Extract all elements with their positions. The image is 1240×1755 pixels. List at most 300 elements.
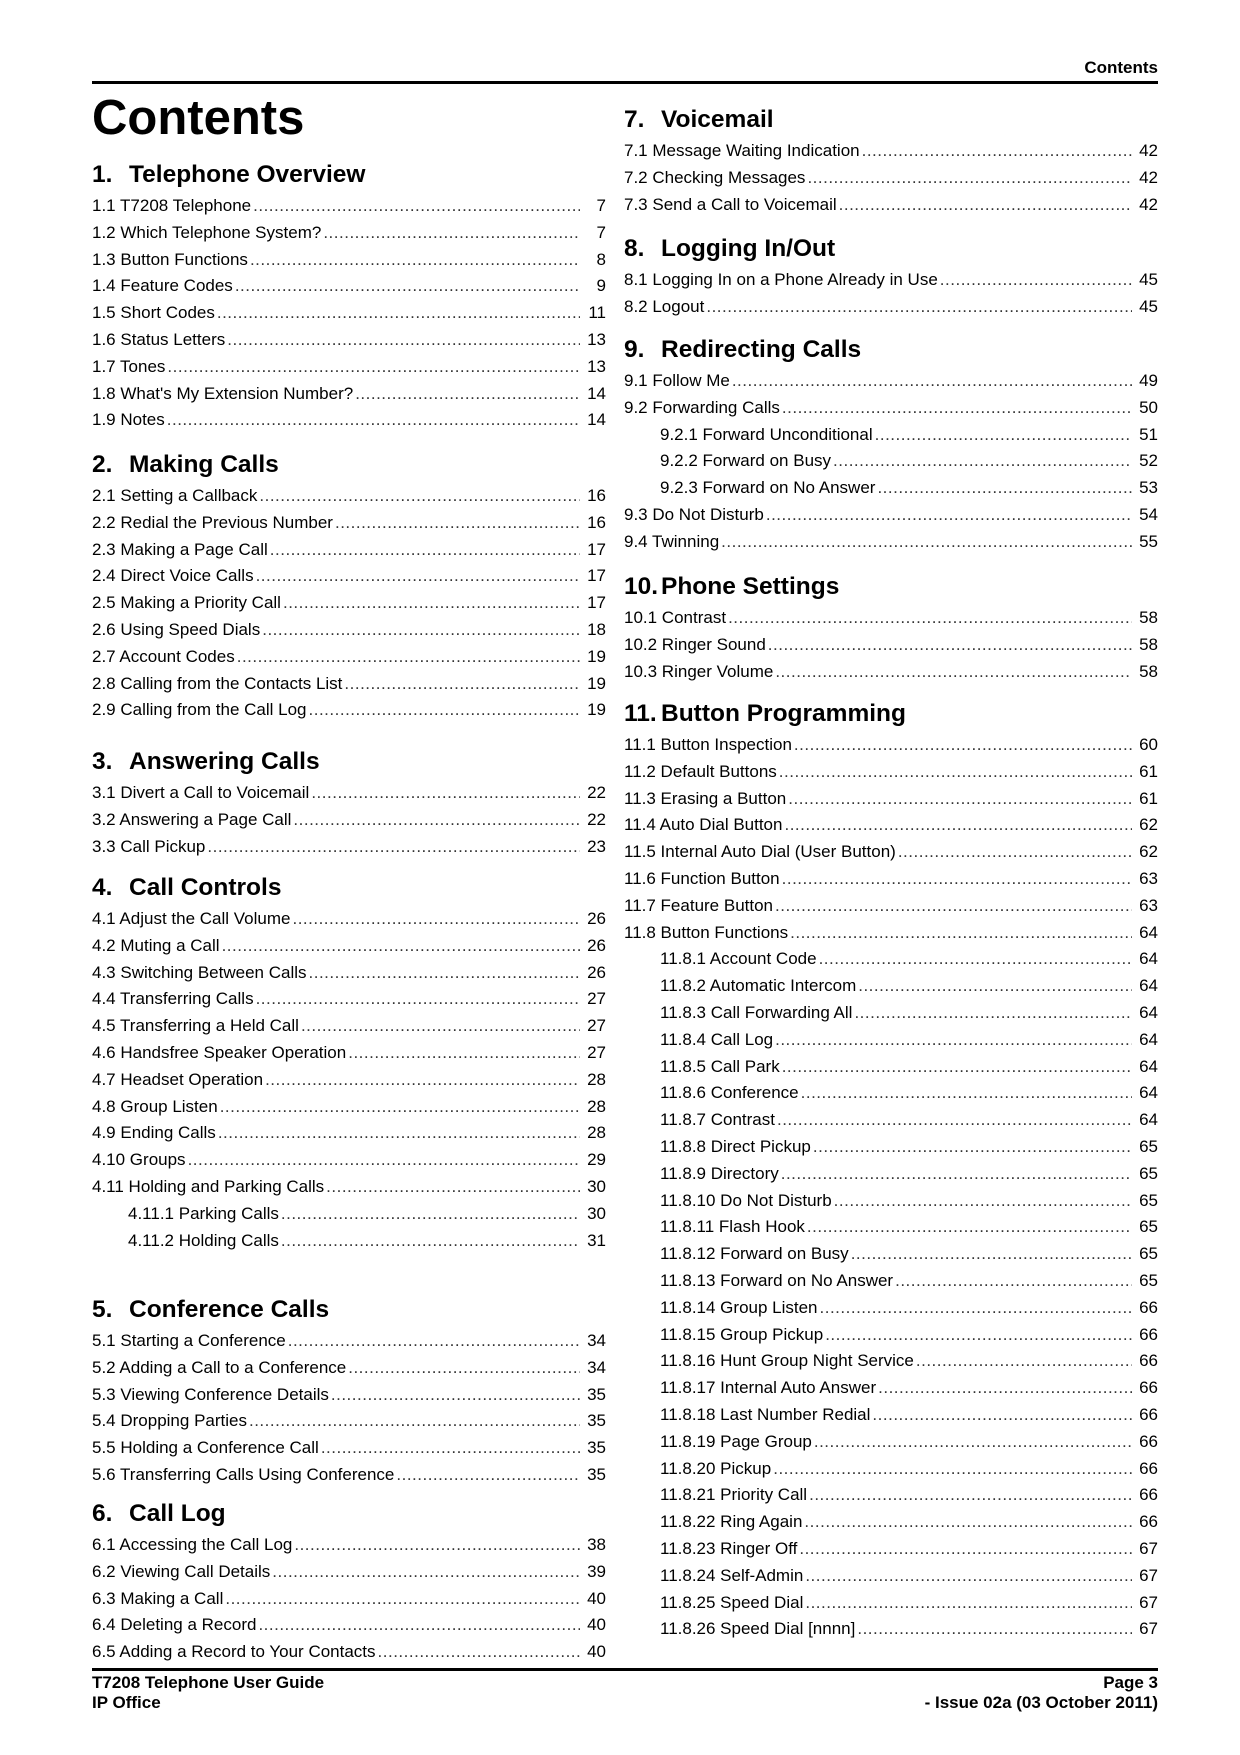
dot-leader bbox=[878, 1375, 1132, 1402]
toc-entry-page: 58 bbox=[1139, 661, 1158, 681]
header-rule bbox=[92, 81, 1158, 84]
toc-entry[interactable] bbox=[92, 906, 606, 933]
dot-leader bbox=[728, 605, 1132, 632]
toc-entry[interactable] bbox=[92, 381, 606, 408]
toc-entry-label: 4.2 Muting a Call bbox=[92, 935, 220, 955]
toc-entry-label: 11.8.19 Page Group bbox=[660, 1431, 812, 1451]
toc-entry-label: 2.7 Account Codes bbox=[92, 646, 235, 666]
toc-entry-page: 23 bbox=[587, 836, 606, 856]
toc-entry-label: 11.7 Feature Button bbox=[624, 895, 774, 915]
dot-leader bbox=[773, 1456, 1132, 1483]
toc-entry[interactable] bbox=[624, 502, 1158, 529]
toc-entry[interactable] bbox=[92, 220, 606, 247]
toc-entry[interactable] bbox=[92, 834, 606, 861]
toc-entry-label: 5.1 Starting a Conference bbox=[92, 1331, 286, 1350]
toc-entry[interactable] bbox=[92, 1094, 606, 1121]
toc-entry-label: 2.2 Redial the Previous Number bbox=[92, 512, 333, 532]
toc-entry-label: 11.3 Erasing a Button bbox=[624, 788, 787, 808]
toc-entry[interactable] bbox=[624, 1214, 1158, 1241]
toc-entry-page: 66 bbox=[1139, 1404, 1158, 1424]
section-heading[interactable] bbox=[92, 1496, 606, 1532]
toc-entry[interactable] bbox=[92, 1120, 606, 1147]
toc-entry[interactable] bbox=[624, 893, 1158, 920]
toc-entry[interactable] bbox=[92, 300, 606, 327]
section-heading[interactable] bbox=[624, 102, 1158, 138]
toc-entry-label: 1.6 Status Letters bbox=[92, 329, 226, 349]
toc-section bbox=[92, 1292, 606, 1489]
section-heading[interactable] bbox=[624, 696, 1158, 732]
toc-entry[interactable] bbox=[92, 807, 606, 834]
dot-leader bbox=[225, 1586, 580, 1613]
toc-entry[interactable] bbox=[92, 1462, 606, 1489]
section-title: Call Log bbox=[129, 1500, 226, 1527]
dot-leader bbox=[706, 294, 1132, 321]
toc-entry[interactable] bbox=[624, 1000, 1158, 1027]
toc-entry-label: 11.8.2 Automatic Intercom bbox=[660, 976, 857, 996]
toc-entry[interactable] bbox=[92, 537, 606, 564]
toc-entry-label: 4.7 Headset Operation bbox=[92, 1069, 264, 1089]
toc-entry-page: 16 bbox=[587, 512, 606, 532]
toc-entry[interactable] bbox=[92, 1532, 606, 1559]
toc-entry-label: 4.11.2 Holding Calls bbox=[128, 1230, 279, 1250]
section-heading[interactable] bbox=[624, 332, 1158, 368]
section-title: Button Programming bbox=[661, 700, 906, 727]
toc-entry[interactable] bbox=[92, 1174, 606, 1201]
toc-entry-page: 40 bbox=[587, 1588, 606, 1608]
toc-entry-label: 11.8.26 Speed Dial [nnnn] bbox=[660, 1619, 856, 1639]
toc-entry[interactable] bbox=[624, 529, 1158, 556]
toc-entry[interactable] bbox=[624, 1054, 1158, 1081]
toc-entry-page: 65 bbox=[1139, 1163, 1158, 1183]
toc-entry[interactable] bbox=[624, 1322, 1158, 1349]
toc-entry-page: 26 bbox=[587, 935, 606, 955]
toc-entry[interactable] bbox=[624, 812, 1158, 839]
toc-entry[interactable] bbox=[624, 1509, 1158, 1536]
toc-entry-page: 58 bbox=[1139, 634, 1158, 654]
toc-entry-page: 13 bbox=[587, 356, 606, 376]
toc-entry-label: 10.2 Ringer Sound bbox=[624, 634, 766, 654]
dot-leader bbox=[877, 475, 1132, 502]
toc-entry[interactable] bbox=[92, 671, 606, 698]
toc-entry-label: 9.3 Do Not Disturb bbox=[624, 504, 764, 524]
toc-entry[interactable] bbox=[624, 1295, 1158, 1322]
toc-entry[interactable] bbox=[92, 697, 606, 724]
dot-leader bbox=[858, 973, 1132, 1000]
toc-entry-label: 10.1 Contrast bbox=[624, 608, 727, 627]
dot-leader bbox=[768, 632, 1132, 659]
toc-entry-page: 19 bbox=[587, 646, 606, 666]
toc-entry-label: 6.1 Accessing the Call Log bbox=[92, 1535, 293, 1554]
toc-entry-page: 61 bbox=[1139, 761, 1158, 781]
toc-entry[interactable] bbox=[624, 165, 1158, 192]
toc-entry-page: 67 bbox=[1139, 1538, 1158, 1558]
toc-entry-page: 35 bbox=[587, 1411, 606, 1431]
dot-leader bbox=[256, 986, 580, 1013]
toc-entry-page: 64 bbox=[1139, 1002, 1158, 1022]
toc-entry[interactable] bbox=[624, 1107, 1158, 1134]
toc-entry-label: 7.2 Checking Messages bbox=[624, 167, 806, 187]
section-heading[interactable] bbox=[92, 447, 606, 483]
dot-leader bbox=[916, 1348, 1132, 1375]
toc-entry[interactable] bbox=[624, 1402, 1158, 1429]
section-title: Voicemail bbox=[661, 106, 774, 133]
toc-entry[interactable] bbox=[624, 1268, 1158, 1295]
section-number: 2. bbox=[92, 451, 113, 478]
dot-leader bbox=[167, 407, 580, 434]
toc-entry[interactable] bbox=[92, 563, 606, 590]
dot-leader bbox=[355, 381, 580, 408]
toc-entry[interactable] bbox=[624, 448, 1158, 475]
toc-entry[interactable] bbox=[624, 920, 1158, 947]
toc-entry-page: 28 bbox=[587, 1096, 606, 1116]
toc-entry[interactable] bbox=[624, 839, 1158, 866]
toc-entry-page: 66 bbox=[1139, 1512, 1158, 1532]
toc-entry[interactable] bbox=[92, 644, 606, 671]
toc-entry-page: 27 bbox=[587, 989, 606, 1009]
toc-entry[interactable] bbox=[624, 605, 1158, 632]
toc-entry[interactable] bbox=[624, 1563, 1158, 1590]
toc-entry-label: 11.8.24 Self-Admin bbox=[660, 1565, 804, 1585]
section-number: 1. bbox=[92, 161, 113, 188]
toc-entry-page: 62 bbox=[1139, 815, 1158, 835]
section-heading[interactable] bbox=[92, 870, 606, 906]
toc-entry-page: 67 bbox=[1139, 1592, 1158, 1612]
toc-entry[interactable] bbox=[92, 933, 606, 960]
dot-leader bbox=[293, 807, 580, 834]
toc-entry-label: 11.8.11 Flash Hook bbox=[660, 1217, 805, 1237]
toc-entry-label: 9.2.2 Forward on Busy bbox=[660, 451, 832, 471]
toc-entry-page: 14 bbox=[587, 410, 606, 430]
dot-leader bbox=[288, 1328, 580, 1355]
toc-entry[interactable] bbox=[624, 294, 1158, 321]
toc-entry-page: 16 bbox=[587, 486, 606, 505]
toc-entry-page: 67 bbox=[1139, 1619, 1158, 1639]
toc-entry-page: 38 bbox=[587, 1535, 606, 1554]
toc-entry[interactable] bbox=[624, 866, 1158, 893]
toc-entry-label: 2.6 Using Speed Dials bbox=[92, 619, 261, 639]
toc-entry[interactable] bbox=[92, 590, 606, 617]
dot-leader bbox=[227, 327, 580, 354]
header-label: Contents bbox=[1084, 58, 1158, 77]
dot-leader bbox=[819, 946, 1132, 973]
toc-entry-page: 65 bbox=[1139, 1217, 1158, 1237]
dot-leader bbox=[272, 1559, 580, 1586]
toc-entry-label: 4.5 Transferring a Held Call bbox=[92, 1016, 299, 1036]
dot-leader bbox=[323, 220, 580, 247]
dot-leader bbox=[348, 1355, 580, 1382]
toc-entry[interactable] bbox=[624, 946, 1158, 973]
toc-section bbox=[624, 102, 1158, 218]
toc-entry[interactable] bbox=[624, 1375, 1158, 1402]
toc-entry[interactable] bbox=[92, 1586, 606, 1613]
toc-entry[interactable] bbox=[92, 1408, 606, 1435]
toc-section bbox=[624, 569, 1158, 685]
toc-entry-page: 54 bbox=[1139, 504, 1158, 524]
toc-entry-label: 11.8 Button Functions bbox=[624, 922, 789, 942]
toc-entry-page: 61 bbox=[1139, 788, 1158, 808]
toc-entry-label: 1.2 Which Telephone System? bbox=[92, 222, 322, 242]
dot-leader bbox=[378, 1639, 580, 1666]
toc-entry-label: 6.5 Adding a Record to Your Contacts bbox=[92, 1642, 376, 1662]
dot-leader bbox=[301, 1013, 580, 1040]
toc-entry[interactable] bbox=[92, 960, 606, 987]
dot-leader bbox=[834, 1188, 1132, 1215]
toc-entry[interactable] bbox=[624, 138, 1158, 165]
toc-entry[interactable] bbox=[624, 786, 1158, 813]
toc-entry[interactable] bbox=[624, 1134, 1158, 1161]
dot-leader bbox=[309, 697, 580, 724]
section-number: 4. bbox=[92, 874, 113, 901]
dot-leader bbox=[218, 1120, 580, 1147]
toc-entry-page: 17 bbox=[587, 539, 606, 559]
dot-leader bbox=[344, 671, 580, 698]
toc-entry[interactable] bbox=[624, 1482, 1158, 1509]
dot-leader bbox=[857, 1616, 1132, 1643]
toc-section bbox=[92, 870, 606, 1254]
dot-leader bbox=[281, 1228, 580, 1255]
toc-entry[interactable] bbox=[92, 986, 606, 1013]
section-title: Making Calls bbox=[129, 451, 279, 478]
toc-entry[interactable] bbox=[92, 1040, 606, 1067]
toc-entry-label: 2.8 Calling from the Contacts List bbox=[92, 673, 343, 693]
toc-entry[interactable] bbox=[92, 483, 606, 510]
toc-entry-label: 11.8.23 Ringer Off bbox=[660, 1538, 798, 1558]
section-heading[interactable] bbox=[624, 569, 1158, 605]
dot-leader bbox=[833, 448, 1132, 475]
toc-entry-label: 1.9 Notes bbox=[92, 410, 165, 430]
toc-entry-label: 10.3 Ringer Volume bbox=[624, 661, 774, 681]
toc-entry[interactable] bbox=[92, 510, 606, 537]
toc-entry-label: 9.2 Forwarding Calls bbox=[624, 397, 780, 417]
dot-leader bbox=[249, 1408, 580, 1435]
toc-entry-page: 27 bbox=[587, 1042, 606, 1062]
dot-leader bbox=[862, 138, 1132, 165]
dot-leader bbox=[292, 906, 580, 933]
toc-section bbox=[92, 157, 606, 434]
toc-entry[interactable] bbox=[92, 1435, 606, 1462]
toc-entry[interactable] bbox=[92, 1382, 606, 1409]
toc-entry-page: 64 bbox=[1139, 1029, 1158, 1049]
toc-entry-page: 66 bbox=[1139, 1431, 1158, 1451]
dot-leader bbox=[237, 644, 580, 671]
toc-entry-label: 4.10 Groups bbox=[92, 1150, 186, 1170]
toc-entry-label: 9.2.1 Forward Unconditional bbox=[660, 424, 873, 444]
toc-entry[interactable] bbox=[92, 1067, 606, 1094]
toc-entry-page: 65 bbox=[1139, 1136, 1158, 1156]
toc-entry-page: 22 bbox=[587, 809, 606, 829]
dot-leader bbox=[250, 247, 580, 274]
footer-right bbox=[925, 1673, 1158, 1713]
toc-entry[interactable] bbox=[624, 1188, 1158, 1215]
toc-entry-page: 17 bbox=[587, 593, 606, 613]
dot-leader bbox=[782, 866, 1132, 893]
toc-entry[interactable] bbox=[624, 1080, 1158, 1107]
dot-leader bbox=[782, 1054, 1132, 1081]
toc-entry-page: 64 bbox=[1139, 976, 1158, 996]
toc-entry[interactable] bbox=[92, 247, 606, 274]
dot-leader bbox=[281, 1201, 580, 1228]
toc-entry[interactable] bbox=[624, 659, 1158, 686]
footer-guide-title: T7208 Telephone User Guide bbox=[92, 1673, 325, 1692]
toc-entry[interactable] bbox=[624, 267, 1158, 294]
toc-entry-page: 55 bbox=[1139, 531, 1158, 551]
toc-entry-label: 3.3 Call Pickup bbox=[92, 836, 206, 856]
toc-entry[interactable] bbox=[92, 1355, 606, 1382]
toc-entry-page: 30 bbox=[587, 1203, 606, 1223]
toc-entry-page: 64 bbox=[1139, 1056, 1158, 1076]
toc-entry-page: 34 bbox=[587, 1331, 606, 1350]
toc-entry[interactable] bbox=[92, 407, 606, 434]
toc-entry-label: 11.8.1 Account Code bbox=[660, 949, 817, 969]
toc-entry-page: 40 bbox=[587, 1642, 606, 1662]
dot-leader bbox=[794, 732, 1132, 759]
toc-entry[interactable] bbox=[624, 1027, 1158, 1054]
toc-entry-label: 1.3 Button Functions bbox=[92, 249, 248, 269]
toc-entry[interactable] bbox=[92, 1612, 606, 1639]
toc-entry-label: 6.4 Deleting a Record bbox=[92, 1615, 257, 1635]
toc-entry[interactable] bbox=[92, 780, 606, 807]
dot-leader bbox=[207, 834, 580, 861]
toc-entry[interactable] bbox=[92, 1328, 606, 1355]
toc-entry-page: 19 bbox=[587, 700, 606, 720]
dot-leader bbox=[217, 300, 580, 327]
toc-entry[interactable] bbox=[92, 327, 606, 354]
toc-entry-label: 11.8.17 Internal Auto Answer bbox=[660, 1378, 877, 1398]
toc-entry[interactable] bbox=[624, 1456, 1158, 1483]
toc-entry[interactable] bbox=[92, 354, 606, 381]
section-heading[interactable] bbox=[92, 1292, 606, 1328]
dot-leader bbox=[820, 1295, 1132, 1322]
section-title: Redirecting Calls bbox=[661, 336, 862, 363]
toc-entry-label: 7.3 Send a Call to Voicemail bbox=[624, 194, 837, 214]
dot-leader bbox=[809, 1482, 1132, 1509]
section-heading[interactable] bbox=[92, 157, 606, 193]
toc-entry-page: 66 bbox=[1139, 1378, 1158, 1398]
toc-entry-label: 4.3 Switching Between Calls bbox=[92, 962, 307, 982]
dot-leader bbox=[220, 1094, 580, 1121]
toc-entry-page: 39 bbox=[587, 1561, 606, 1581]
toc-entry[interactable] bbox=[624, 1161, 1158, 1188]
section-number: 10. bbox=[624, 573, 659, 600]
section-heading[interactable] bbox=[624, 231, 1158, 267]
toc-entry-label: 8.1 Logging In on a Phone Already in Use bbox=[624, 270, 938, 289]
toc-entry[interactable] bbox=[624, 192, 1158, 219]
toc-entry[interactable] bbox=[92, 1559, 606, 1586]
dot-leader bbox=[777, 1107, 1132, 1134]
footer-left bbox=[92, 1673, 324, 1713]
toc-entry-label: 11.8.21 Priority Call bbox=[660, 1485, 808, 1505]
dot-leader bbox=[396, 1462, 580, 1489]
toc-entry-label: 1.4 Feature Codes bbox=[92, 276, 233, 296]
dot-leader bbox=[872, 1402, 1132, 1429]
toc-entry-page: 42 bbox=[1139, 141, 1158, 160]
dot-leader bbox=[813, 1134, 1132, 1161]
toc-entry[interactable] bbox=[92, 1639, 606, 1666]
toc-entry[interactable] bbox=[92, 273, 606, 300]
toc-entry-page: 7 bbox=[596, 222, 606, 242]
dot-leader bbox=[825, 1322, 1132, 1349]
toc-entry-label: 11.8.5 Call Park bbox=[660, 1056, 780, 1076]
toc-entry[interactable] bbox=[92, 1228, 606, 1255]
toc-entry[interactable] bbox=[92, 1013, 606, 1040]
toc-entry-page: 11 bbox=[588, 303, 606, 323]
toc-entry-label: 4.6 Handsfree Speaker Operation bbox=[92, 1042, 347, 1062]
toc-entry-label: 11.2 Default Buttons bbox=[624, 761, 777, 781]
dot-leader bbox=[270, 537, 580, 564]
toc-entry[interactable] bbox=[624, 1348, 1158, 1375]
dot-leader bbox=[294, 1532, 580, 1559]
toc-entry[interactable] bbox=[92, 1201, 606, 1228]
dot-leader bbox=[851, 1241, 1132, 1268]
toc-entry[interactable] bbox=[624, 759, 1158, 786]
toc-entry-label: 11.8.16 Hunt Group Night Service bbox=[660, 1351, 914, 1371]
toc-entry[interactable] bbox=[624, 973, 1158, 1000]
toc-entry[interactable] bbox=[624, 1590, 1158, 1617]
toc-entry[interactable] bbox=[624, 422, 1158, 449]
toc-entry-label: 11.8.25 Speed Dial bbox=[660, 1592, 804, 1612]
toc-entry-label: 1.8 What's My Extension Number? bbox=[92, 383, 354, 403]
dot-leader bbox=[348, 1040, 580, 1067]
toc-entry[interactable] bbox=[624, 1241, 1158, 1268]
section-title: Phone Settings bbox=[661, 573, 840, 600]
toc-entry-page: 66 bbox=[1139, 1458, 1158, 1478]
toc-entry-page: 63 bbox=[1139, 895, 1158, 915]
toc-entry[interactable] bbox=[624, 368, 1158, 395]
toc-entry-label: 6.3 Making a Call bbox=[92, 1588, 224, 1608]
toc-entry-label: 11.8.10 Do Not Disturb bbox=[660, 1190, 832, 1210]
section-title: Logging In/Out bbox=[661, 235, 836, 262]
toc-entry-page: 65 bbox=[1139, 1190, 1158, 1210]
toc-entry-label: 2.5 Making a Priority Call bbox=[92, 593, 281, 613]
toc-entry[interactable] bbox=[624, 395, 1158, 422]
toc-entry[interactable] bbox=[624, 1429, 1158, 1456]
toc-entry[interactable] bbox=[92, 1147, 606, 1174]
footer-product: IP Office bbox=[92, 1693, 161, 1712]
toc-entry[interactable] bbox=[624, 732, 1158, 759]
toc-entry[interactable] bbox=[624, 1536, 1158, 1563]
dot-leader bbox=[311, 780, 580, 807]
dot-leader bbox=[326, 1174, 580, 1201]
dot-leader bbox=[732, 368, 1132, 395]
toc-section bbox=[624, 332, 1158, 556]
dot-leader bbox=[801, 1080, 1132, 1107]
toc-entry-label: 6.2 Viewing Call Details bbox=[92, 1561, 271, 1581]
toc-section bbox=[92, 447, 606, 724]
dot-leader bbox=[259, 483, 580, 510]
dot-leader bbox=[775, 893, 1132, 920]
toc-entry-label: 1.1 T7208 Telephone bbox=[92, 196, 252, 215]
toc-entry-label: 11.6 Function Button bbox=[624, 868, 780, 888]
dot-leader bbox=[258, 1612, 580, 1639]
toc-entry[interactable] bbox=[624, 632, 1158, 659]
dot-leader bbox=[807, 1214, 1132, 1241]
toc-entry-page: 13 bbox=[587, 329, 606, 349]
dot-leader bbox=[807, 165, 1132, 192]
toc-entry-label: 5.2 Adding a Call to a Conference bbox=[92, 1357, 347, 1377]
toc-entry[interactable] bbox=[92, 617, 606, 644]
dot-leader bbox=[875, 422, 1132, 449]
footer-issue: - Issue 02a (03 October 2011) bbox=[924, 1693, 1158, 1712]
toc-entry-page: 64 bbox=[1139, 1110, 1158, 1130]
footer-rule bbox=[92, 1668, 1158, 1671]
toc-entry[interactable] bbox=[92, 193, 606, 220]
toc-entry-page: 53 bbox=[1139, 478, 1158, 498]
dot-leader bbox=[721, 529, 1132, 556]
section-heading[interactable] bbox=[92, 744, 606, 780]
dot-leader bbox=[782, 395, 1132, 422]
toc-entry[interactable] bbox=[624, 475, 1158, 502]
toc-entry[interactable] bbox=[624, 1616, 1158, 1643]
